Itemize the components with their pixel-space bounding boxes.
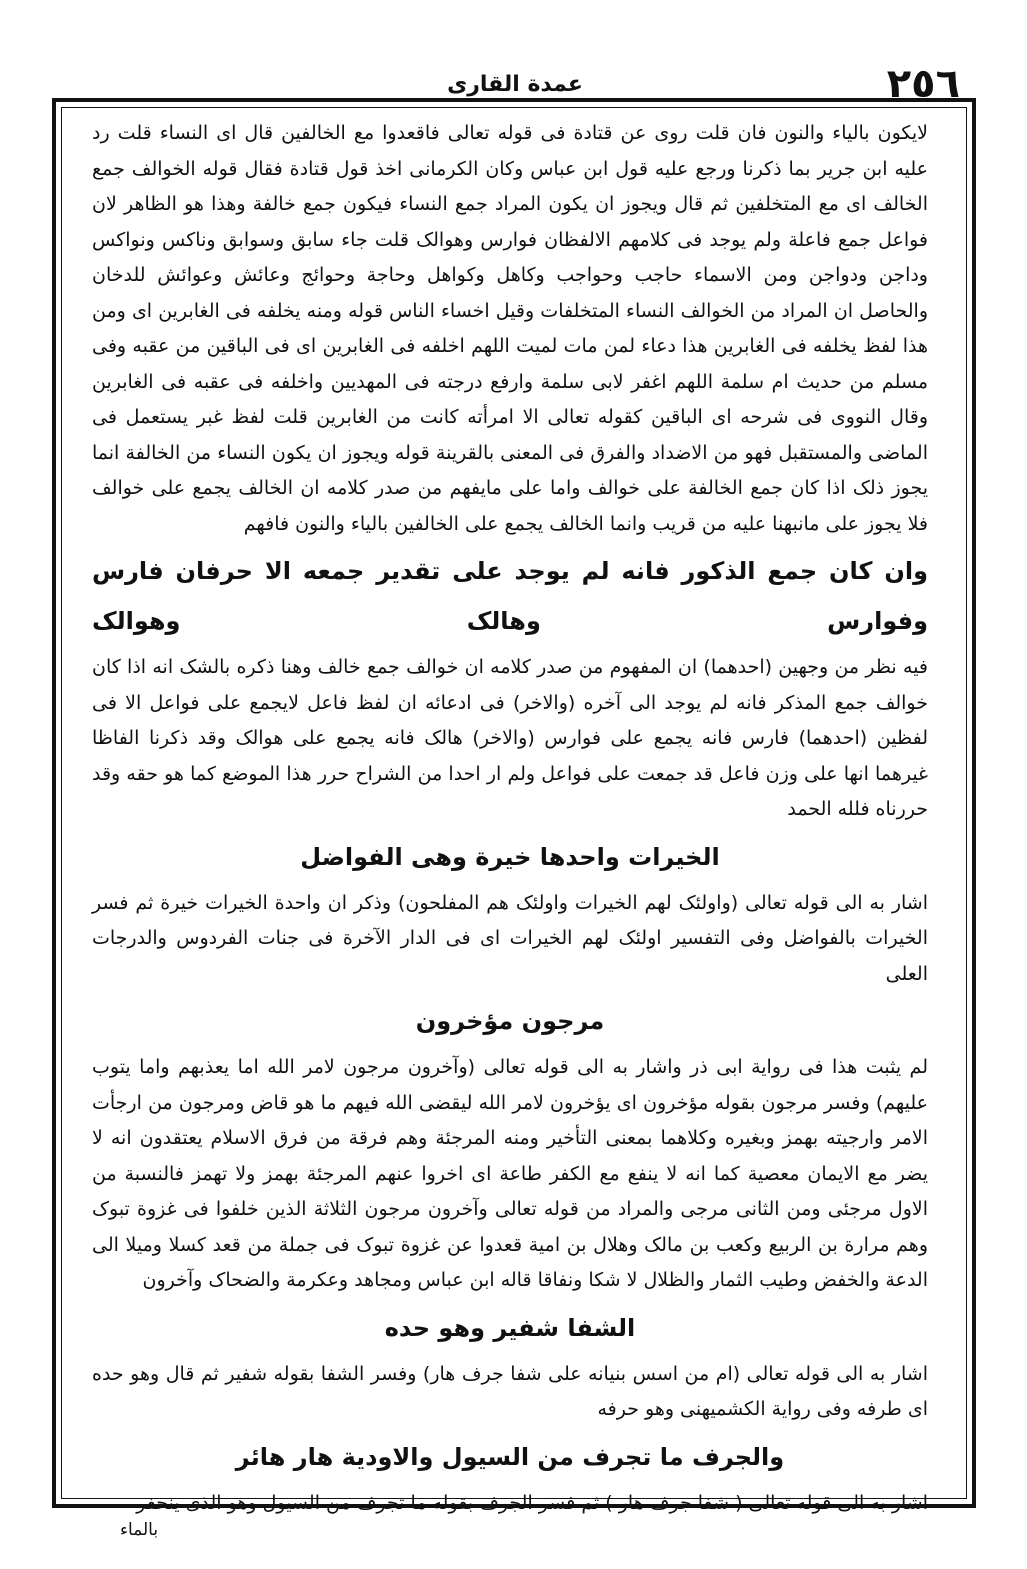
- section-heading: الشفا شفیر وهو حده: [384, 1313, 636, 1342]
- section-heading: وان کان جمع الذکور فانه لم یوجد علی تقدیر جمعه الا حرفان فارس وفوارس وهالک وهوالک: [92, 557, 928, 635]
- page-number: ٢٥٦: [886, 61, 960, 107]
- paragraph: اشار به الی قوله تعالى (واولئک لهم الخیرات واولئک هم المفلحون) وذکر ان واحدة الخیرات خیرة ثم فسر الخیرات بالفواضل وفی التفسیر اولئک لهم الخیرات ای فی الدار الآخرة فی جنات الفردوس والدرجات العلى: [92, 891, 928, 985]
- section-heading: والجرف ما تجرف من السیول والاودیة هار هائر: [235, 1442, 785, 1471]
- text-body: [92, 116, 928, 1514]
- paragraph: لم یثبت هذا فی روایة ابی ذر واشار به الی قوله تعالى (وآخرون مرجون لامر الله اما یعذبهم واما یتوب علیهم) وفسر مرجون بقوله مؤخرون ای یؤخرون لامر الله لیقضی الله فیهم ما هو قاض ومرجون من ارجأت الامر وارجیته بهمز وبغیره وکلاهما بمعنى التأخیر ومنه المرجئة وهم فرقة من فرق الاسلام یعتقدون انه لا یضر مع الایمان معصیة کما انه لا ینفع مع الکفر طاعة ای اخروا عنهم المرجئة بهمز ولا تهمز فالنسبة من الاول مرجئی ومن الثانی مرجی والمراد من قوله تعالى وآخرون مرجون الثلاثة الذین خلفوا فی غزوة تبوک وهم مرارة بن الربیع وکعب بن مالک وهلال بن امیة قعدوا عن غزوة تبوک فی جملة من قعد کسلا ومیلا الی الدعة والخفض وطیب الثمار والظلال لا شکا ونفاقا قاله ابن عباس ومجاهد وعکرمة والضحاک وآخرون: [92, 1056, 928, 1291]
- running-title: عمدة القاری: [447, 72, 583, 97]
- paragraph: فیه نظر من وجهین (احدهما) ان المفهوم من صدر کلامه ان خوالف جمع خالف وهنا ذکره بالشک انه اذا کان خوالف جمع المذکر فانه لم یوجد الی آخره (والاخر) فی ادعائه ان لفظ فاعل لایجمع علی فواعل الا فی لفظین (احدهما) فارس فانه یجمع علی فوارس (والاخر) هالک فانه یجمع علی هوالک وقد ذکرنا الفاظا غیرهما انها علی وزن فاعل قد جمعت علی فواعل ولم ار احدا من الشراح حرر هذا الموضع کما هو حقه وقد حررناه فلله الحمد: [92, 656, 928, 820]
- paragraph: اشار به الی قوله تعالى ( شفا جرف هار ) ثم فسر الجرف بقوله ما تجرف من السیول وهو الذی ینحفر: [136, 1491, 928, 1514]
- section-heading: الخیرات واحدها خیرة وهی الفواضل: [300, 842, 720, 871]
- section-heading: مرجون مؤخرون: [415, 1007, 605, 1035]
- paragraph: لایکون بالیاء والنون فان قلت روی عن قتادة فی قوله تعالى فاقعدوا مع الخالفین قال ای النساء قلت رد علیه ابن جریر بما ذکرنا ورجع علیه قول ابن عباس وکان الکرمانی اخذ قول قتادة فقال قوله الخوالف جمع الخالف ای مع المتخلفین ثم قال ویجوز ان یکون المراد جمع النساء فیکون جمع خالفة وهذا هو الظاهر لان فواعل جمع فاعلة ولم یوجد فی کلامهم الالفظان فوارس وهوالک قلت جاء سابق وسوابق وناکس ونواکس وداجن ودواجن ومن الاسماء حاجب وحواجب وکاهل وکواهل وحاجة وحوائج وعائش وعوائش للدخان والحاصل ان المراد من الخوالف النساء المتخلفات وقیل اخساء الناس قوله ومنه یخلفه فی الغابرین ای ومن هذا لفظ یخلفه فی الغابرین هذا دعاء لمن مات لمیت اللهم اخلفه فی الغابرین ای فی الباقین من عقبه وفی مسلم من حدیث ام سلمة اللهم اغفر لابی سلمة وارفع درجته فی المهدیین واخلفه فی عقبه فی الغابرین وقال النووی فی شرحه ای الباقین کقوله تعالى الا امرأته کانت من الغابرین قلت لفظ غبر یستعمل فی الماضی والمستقبل فهو من الاضداد والفرق فی المعنى بالقرینة قوله ویجوز ان یکون النساء من الخالفة انما یجوز ذلک اذا کان جمع الخالفة علی خوالف واما علی مایفهم من صدر کلامه ان الخالف یجمع علی خوالف فلا یجوز علی مانبهنا علیه من قریب وانما الخالف یجمع علی الخالفین بالیاء والنون فافهم: [92, 122, 928, 535]
- catchword: بالماء: [120, 1520, 159, 1540]
- paragraph: اشار به الی قوله تعالى (ام من اسس بنیانه علی شفا جرف هار) وفسر الشفا بقوله شفیر ثم قال وهو حده ای طرفه وفی روایة الکشمیهنی وهو حرفه: [92, 1362, 928, 1420]
